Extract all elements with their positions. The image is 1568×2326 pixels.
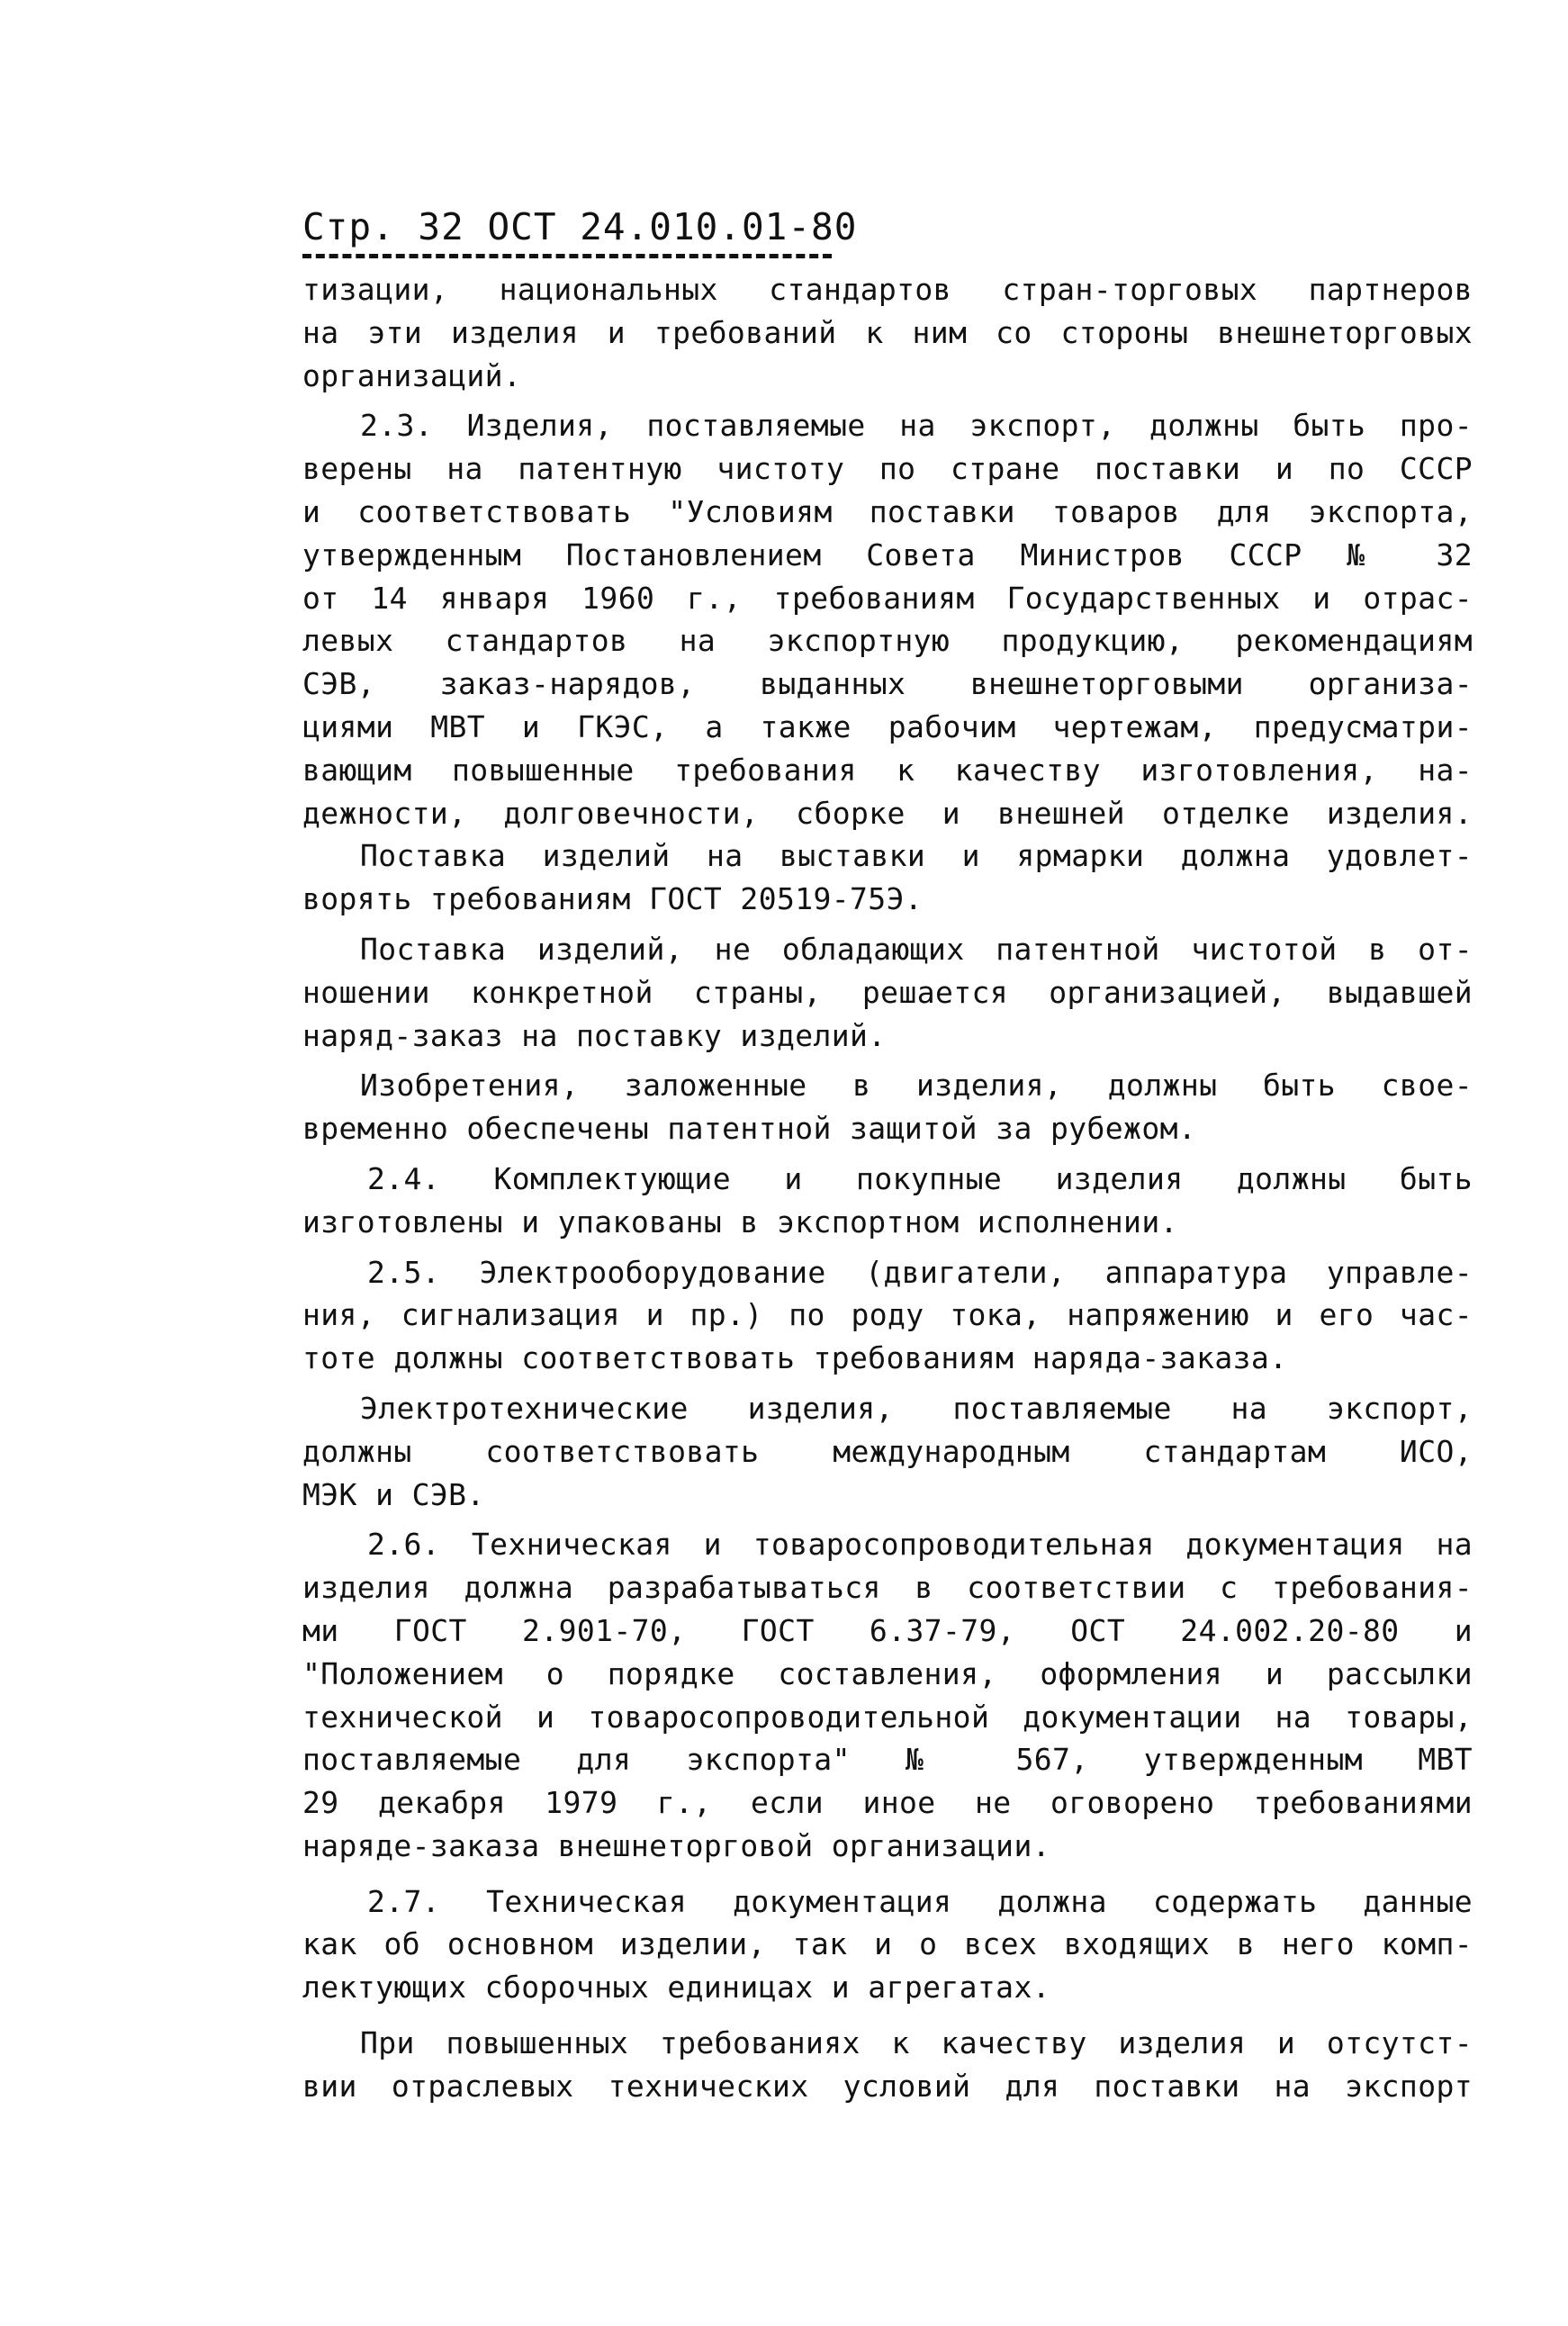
text-line: ношении конкретной страны, решается организацией, выдавшей: [302, 974, 1473, 1010]
text-line: ворять требованиям ГОСТ 20519-75Э.: [302, 881, 924, 917]
text-line: Поставка изделий, не обладающих патентной чистотой в от-: [360, 931, 1473, 967]
text-line: вии отраслевых технических условий для поставки на экспорт: [302, 2068, 1473, 2104]
text-line: 2.7. Техническая документация должна содержать данные: [367, 1883, 1473, 1919]
text-line: изделия должна разрабатываться в соответствии с требования-: [302, 1570, 1473, 1606]
text-line: верены на патентную чистоту по стране поставки и по СССР: [302, 451, 1473, 487]
text-line: на эти изделия и требований к ним со стороны внешнеторговых: [302, 314, 1473, 350]
text-line: технической и товаросопроводительной документации на товары,: [302, 1699, 1473, 1735]
text-line: ния, сигнализация и пр.) по роду тока, напряжению и его час-: [302, 1297, 1473, 1333]
text-line: изготовлены и упакованы в экспортном исполнении.: [302, 1204, 1178, 1240]
text-line: тоте должны соответствовать требованиям наряда-заказа.: [302, 1340, 1288, 1376]
text-line: вающим повышенные требования к качеству изготовления, на-: [302, 752, 1473, 788]
text-line: наряде-заказа внешнеторговой организации.: [302, 1827, 1050, 1863]
text-line: наряд-заказ на поставку изделий.: [302, 1017, 887, 1053]
body-text: [302, 268, 1473, 2108]
text-line: При повышенных требованиях к качеству изделия и отсутст-: [360, 2025, 1473, 2061]
text-line: Изобретения, заложенные в изделия, должны быть свое-: [360, 1068, 1473, 1104]
header-underline: [302, 254, 832, 258]
text-line: организаций.: [302, 357, 522, 393]
text-line: лектующих сборочных единицах и агрегатах.: [302, 1970, 1050, 2006]
text-line: 2.4. Комплектующие и покупные изделия должны быть: [367, 1160, 1473, 1196]
text-line: тизации, национальных стандартов стран-торговых партнеров: [302, 272, 1473, 307]
text-line: левых стандартов на экспортную продукцию, рекомендациям: [302, 623, 1473, 659]
text-line: Поставка изделий на выставки и ярмарки должна удовлет-: [360, 838, 1473, 874]
text-line: дежности, долговечности, сборке и внешней отделке изделия.: [302, 795, 1473, 831]
text-line: МЭК и СЭВ.: [302, 1476, 485, 1512]
text-line: Электротехнические изделия, поставляемые на экспорт,: [360, 1390, 1473, 1426]
text-line: ми ГОСТ 2.901-70, ГОСТ 6.37-79, ОСТ 24.002.20-80 и: [302, 1612, 1473, 1648]
text-line: от 14 января 1960 г., требованиям Государственных и отрас-: [302, 580, 1473, 616]
text-line: временно обеспечены патентной защитой за рубежом.: [302, 1111, 1197, 1147]
text-line: должны соответствовать международным стандартам ИСО,: [302, 1433, 1473, 1469]
text-line: и соответствовать "Условиям поставки товаров для экспорта,: [302, 493, 1473, 529]
text-line: как об основном изделии, так и о всех входящих в него комп-: [302, 1926, 1473, 1962]
text-line: "Положением о порядке составления, оформления и рассылки: [302, 1655, 1473, 1691]
text-line: циями МВТ и ГКЭС, а также рабочим чертежам, предусматри-: [302, 708, 1473, 744]
text-line: утвержденным Постановлением Совета Министров СССР № 32: [302, 536, 1473, 572]
page-header: Стр. 32 ОСТ 24.010.01-80: [302, 205, 858, 248]
text-line: 2.3. Изделия, поставляемые на экспорт, должны быть про-: [360, 408, 1473, 444]
text-line: поставляемые для экспорта" № 567, утвержденным МВТ: [302, 1742, 1473, 1778]
text-line: 2.5. Электрооборудование (двигатели, аппаратура управле-: [367, 1254, 1473, 1290]
text-line: 29 декабря 1979 г., если иное не оговорено требованиями: [302, 1785, 1473, 1821]
text-line: 2.6. Техническая и товаросопроводительная документация на: [367, 1527, 1473, 1563]
text-line: СЭВ, заказ-нарядов, выданных внешнеторговыми организа-: [302, 666, 1473, 702]
